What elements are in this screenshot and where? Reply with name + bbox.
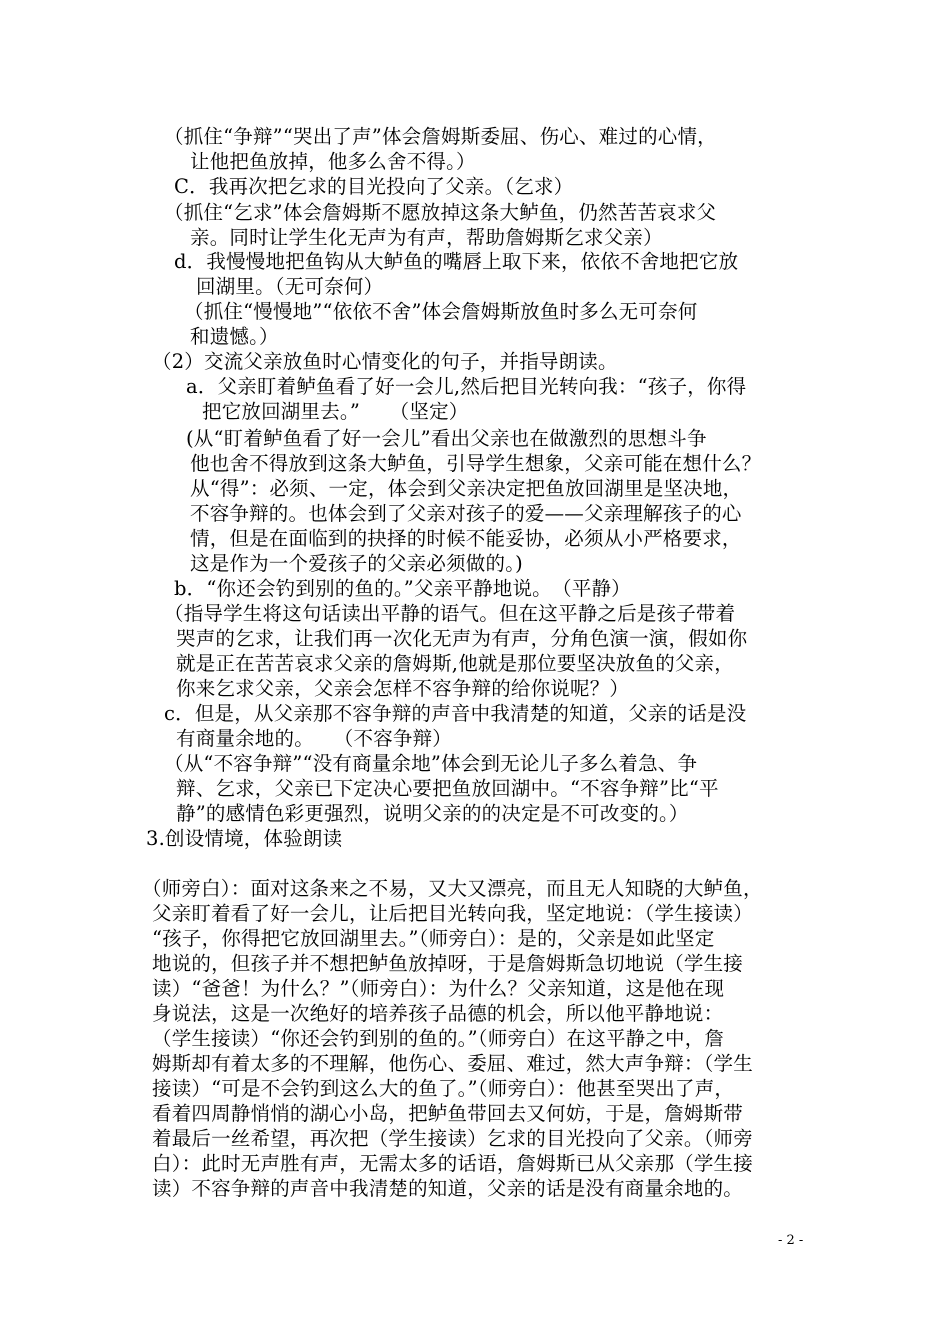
text-line: 回湖里。（无可奈何） — [196, 275, 384, 298]
text-line: 3.创设情境，体验朗读 — [146, 827, 343, 850]
text-line: 父亲盯着看了好一会儿，让后把目光转向我，坚定地说：（学生接读） — [152, 902, 753, 925]
text-line: （抓住“争辩”“哭出了声”体会詹姆斯委屈、伤心、难过的心情， — [164, 125, 717, 148]
text-line: 白）：此时无声胜有声，无需太多的话语，詹姆斯已从父亲那（学生接 — [152, 1152, 753, 1175]
text-line: c．但是，从父亲那不容争辩的声音中我清楚的知道，父亲的话是没 — [164, 702, 747, 725]
text-line: （抓住“乞求”体会詹姆斯不愿放掉这条大鲈鱼，仍然苦苦哀求父 — [164, 201, 717, 224]
text-line: （从“不容争辩”“没有商量余地”体会到无论儿子多么着急、争 — [164, 752, 698, 775]
text-line: 从“得”：必须、一定，体会到父亲决定把鱼放回湖里是坚决地， — [190, 477, 743, 500]
text-line: “孩子，你得把它放回湖里去。”（师旁白）：是的，父亲是如此坚定 — [152, 927, 715, 950]
text-line: 接读）“可是不会钓到这么大的鱼了。”（师旁白）：他甚至哭出了声， — [152, 1077, 735, 1100]
text-line: （师旁白）：面对这条来之不易，又大又漂亮，而且无人知晓的大鲈鱼， — [142, 877, 763, 900]
text-line: d．我慢慢地把鱼钩从大鲈鱼的嘴唇上取下来，依依不舍地把它放 — [174, 250, 739, 273]
text-line: b．“你还会钓到别的鱼的。”父亲平静地说。 （平静） — [174, 577, 631, 600]
text-line: 情，但是在面临到的抉择的时候不能妥协，必须从小严格要求， — [190, 527, 742, 550]
text-line: C．我再次把乞求的目光投向了父亲。（乞求） — [174, 175, 574, 198]
text-line: 辩、乞求，父亲已下定决心要把鱼放回湖中。“不容争辩”比“平 — [176, 777, 719, 800]
text-line: 让他把鱼放掉，他多么舍不得。） — [190, 150, 476, 173]
text-line: 就是正在苦苦哀求父亲的詹姆斯,他就是那位要坚决放鱼的父亲， — [176, 652, 734, 675]
text-line: 和遗憾。） — [190, 325, 279, 348]
text-line: 姆斯却有着太多的不理解，他伤心、委屈、难过，然大声争辩：（学生 — [152, 1052, 753, 1075]
text-line: 把它放回湖里去。” （坚定） — [202, 400, 469, 423]
text-line: （指导学生将这句话读出平静的语气。但在这平静之后是孩子带着 — [164, 602, 736, 625]
text-line: 读）不容争辩的声音中我清楚的知道，父亲的话是没有商量余地的。 — [152, 1177, 744, 1200]
text-line: （抓住“慢慢地”“依依不舍”体会詹姆斯放鱼时多么无可奈何 — [184, 300, 698, 323]
text-line: (从“盯着鲈鱼看了好一会儿”看出父亲也在做激烈的思想斗争 — [186, 427, 707, 450]
text-line: （2）交流父亲放鱼时心情变化的句子，并指导朗读。 — [152, 350, 618, 373]
text-line: 地说的，但孩子并不想把鲈鱼放掉呀，于是詹姆斯急切地说（学生接 — [152, 952, 744, 975]
text-line: 静”的感情色彩更强烈，说明父亲的的决定是不可改变的。） — [176, 802, 689, 825]
text-line: 这是作为一个爱孩子的父亲必须做的。) — [190, 552, 523, 575]
text-line: 亲。同时让学生化无声为有声，帮助詹姆斯乞求父亲） — [190, 226, 663, 249]
text-line: 着最后一丝希望，再次把（学生接读）乞求的目光投向了父亲。（师旁 — [152, 1127, 753, 1150]
text-line: 你来乞求父亲，父亲会怎样不容争辩的给你说呢？） — [176, 677, 630, 700]
text-line: 看着四周静悄悄的湖心小岛，把鲈鱼带回去又何妨，于是，詹姆斯带 — [152, 1102, 744, 1125]
text-line: 不容争辩的。也体会到了父亲对孩子的爱——父亲理解孩子的心 — [190, 502, 742, 525]
text-line: （学生接读）“你还会钓到别的鱼的。”（师旁白）在这平静之中，詹 — [152, 1027, 725, 1050]
text-line: 有商量余地的。 （不容争辩） — [176, 727, 453, 750]
text-line: 读）“爸爸！为什么？”（师旁白）：为什么？父亲知道，这是他在现 — [152, 977, 725, 1000]
text-line: 他也舍不得放到这条大鲈鱼，引导学生想象，父亲可能在想什么？ — [190, 452, 762, 475]
text-line: 身说法，这是一次绝好的培养孩子品德的机会，所以他平静地说： — [152, 1002, 724, 1025]
page-number: - 2 - — [778, 1233, 804, 1248]
text-line: 哭声的乞求，让我们再一次化无声为有声，分角色演一演，假如你 — [176, 627, 748, 650]
text-line: a．父亲盯着鲈鱼看了好一会儿,然后把目光转向我：“孩子，你得 — [186, 375, 747, 398]
